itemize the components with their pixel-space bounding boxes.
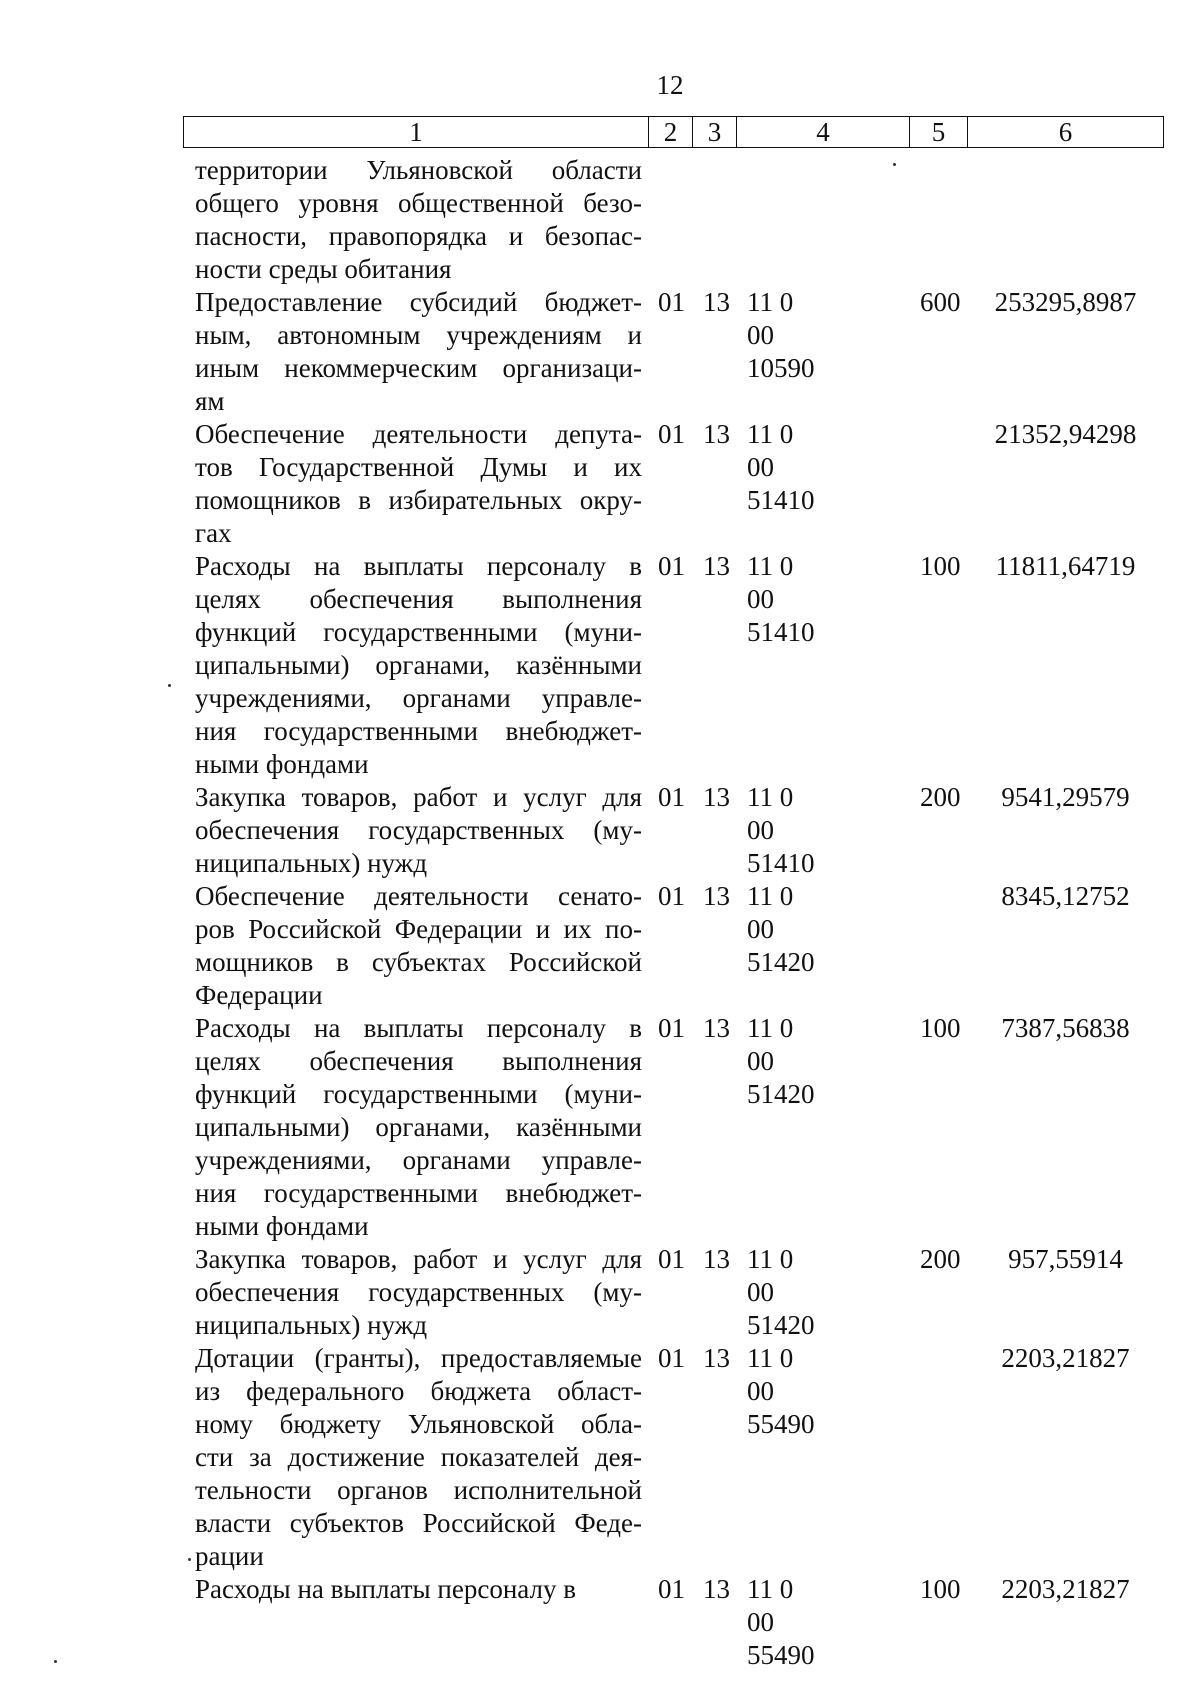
description-line: иным некоммерческим организаци-: [195, 353, 642, 383]
description-line: учреждениями, органами управле-: [195, 1145, 642, 1175]
cell-c6: 957,55914: [1008, 1244, 1123, 1274]
description-line: ным, автономным учреждениям и: [195, 320, 642, 350]
cell-c2: 01: [658, 1343, 685, 1373]
description-line: ности среды обитания: [195, 254, 452, 284]
description-line: мощников в субъектах Российской: [195, 947, 642, 977]
table-header: [183, 116, 1164, 148]
description-line: целях обеспечения выполнения: [195, 584, 642, 614]
cell-c5: 200: [920, 1244, 961, 1274]
cell-c2: 01: [658, 419, 685, 449]
description-line: территории Ульяновской области: [195, 155, 642, 185]
description-line: Расходы на выплаты персоналу в: [195, 1574, 576, 1604]
scan-speck: [54, 1660, 57, 1663]
cell-c3: 13: [703, 551, 730, 581]
header-col-6: 6: [968, 117, 1164, 148]
description-line: Расходы на выплаты персоналу в: [195, 1013, 642, 1043]
cell-c5: 100: [920, 551, 961, 581]
description-line: ными фондами: [195, 1211, 369, 1241]
cell-c4: 11 0 00 55490: [747, 1574, 815, 1670]
cell-c4: 11 0 00 51420: [747, 1013, 815, 1109]
row-description: [195, 1012, 642, 1243]
header-row: [184, 117, 1164, 148]
cell-c2: 01: [658, 1013, 685, 1043]
description-line: ям: [195, 386, 225, 416]
cell-c6: 9541,29579: [1001, 782, 1130, 812]
cell-c3: 13: [703, 1244, 730, 1274]
row-description: [195, 1573, 642, 1606]
row-description: [195, 418, 642, 550]
description-line: тельности органов исполнительной: [195, 1475, 642, 1505]
cell-c4: 11 0 00 51420: [747, 881, 815, 977]
row-description: [195, 154, 642, 286]
description-line: Закупка товаров, работ и услуг для: [195, 782, 642, 812]
cell-c2: 01: [658, 287, 685, 317]
scan-speck: [188, 1558, 191, 1561]
description-line: власти субъектов Российской Феде-: [195, 1508, 642, 1538]
cell-c5: 600: [920, 287, 961, 317]
row-description: [195, 286, 642, 418]
cell-c6: 2203,21827: [1001, 1574, 1130, 1604]
cell-c3: 13: [703, 881, 730, 911]
header-col-2: 2: [649, 117, 693, 148]
cell-c6: 8345,12752: [1001, 881, 1130, 911]
header-col-3: 3: [693, 117, 737, 148]
cell-c3: 13: [703, 419, 730, 449]
description-line: из федерального бюджета област-: [195, 1376, 642, 1406]
description-line: ния государственными внебюджет-: [195, 716, 642, 746]
cell-c4: 11 0 00 51410: [747, 419, 815, 515]
description-line: учреждениями, органами управле-: [195, 683, 642, 713]
cell-c3: 13: [703, 1574, 730, 1604]
header-col-4: 4: [737, 117, 910, 148]
description-line: Закупка товаров, работ и услуг для: [195, 1244, 642, 1274]
row-description: [195, 781, 642, 880]
cell-c2: 01: [658, 881, 685, 911]
cell-c2: 01: [658, 1244, 685, 1274]
description-line: ниципальных) нужд: [195, 1310, 428, 1340]
description-line: Федерации: [195, 980, 323, 1010]
cell-c4: 11 0 00 51410: [747, 782, 815, 878]
cell-c4: 11 0 00 51410: [747, 551, 815, 647]
cell-c6: 11811,64719: [995, 551, 1136, 581]
description-line: сти за достижение показателей дея-: [195, 1442, 642, 1472]
cell-c5: 200: [920, 782, 961, 812]
cell-c2: 01: [658, 1574, 685, 1604]
scan-speck: [893, 163, 896, 166]
cell-c5: 100: [920, 1574, 961, 1604]
cell-c6: 2203,21827: [1001, 1343, 1130, 1373]
description-line: Обеспечение деятельности депута-: [195, 419, 642, 449]
header-col-1: 1: [184, 117, 649, 148]
description-line: Предоставление субсидий бюджет-: [195, 287, 642, 317]
description-line: Расходы на выплаты персоналу в: [195, 551, 642, 581]
cell-c4: 11 0 00 51420: [747, 1244, 815, 1340]
header-col-5: 5: [910, 117, 968, 148]
description-line: целях обеспечения выполнения: [195, 1046, 642, 1076]
row-description: [195, 1342, 642, 1573]
description-line: ния государственными внебюджет-: [195, 1178, 642, 1208]
row-description: [195, 1243, 642, 1342]
cell-c6: 253295,8987: [994, 287, 1137, 317]
description-line: рации: [195, 1541, 264, 1571]
cell-c6: 21352,94298: [994, 419, 1137, 449]
cell-c4: 11 0 00 55490: [747, 1343, 815, 1439]
description-line: гах: [195, 518, 232, 548]
cell-c6: 7387,56838: [1001, 1013, 1130, 1043]
page-number: 12: [656, 70, 684, 100]
description-line: пасности, правопорядка и безопас-: [195, 221, 642, 251]
description-line: ными фондами: [195, 749, 369, 779]
description-line: ципальными) органами, казёнными: [195, 1112, 642, 1142]
description-line: ному бюджету Ульяновской обла-: [195, 1409, 642, 1439]
row-description: [195, 550, 642, 781]
description-line: функций государственными (муни-: [195, 1079, 642, 1109]
description-line: Дотации (гранты), предоставляемые: [195, 1343, 642, 1373]
description-line: ципальными) органами, казёнными: [195, 650, 642, 680]
description-line: помощников в избирательных окру-: [195, 485, 642, 515]
description-line: ниципальных) нужд: [195, 848, 428, 878]
description-line: обеспечения государственных (му-: [195, 815, 642, 845]
cell-c2: 01: [658, 782, 685, 812]
cell-c5: 100: [920, 1013, 961, 1043]
description-line: ров Российской Федерации и их по-: [195, 914, 642, 944]
cell-c3: 13: [703, 1343, 730, 1373]
description-line: общего уровня общественной безо-: [195, 188, 642, 218]
cell-c3: 13: [703, 782, 730, 812]
description-line: функций государственными (муни-: [195, 617, 642, 647]
cell-c3: 13: [703, 287, 730, 317]
scan-speck: [168, 684, 171, 687]
cell-c3: 13: [703, 1013, 730, 1043]
cell-c4: 11 0 00 10590: [747, 287, 815, 383]
description-line: тов Государственной Думы и их: [195, 452, 642, 482]
description-line: обеспечения государственных (му-: [195, 1277, 642, 1307]
description-line: Обеспечение деятельности сенато-: [195, 881, 642, 911]
row-description: [195, 880, 642, 1012]
cell-c2: 01: [658, 551, 685, 581]
